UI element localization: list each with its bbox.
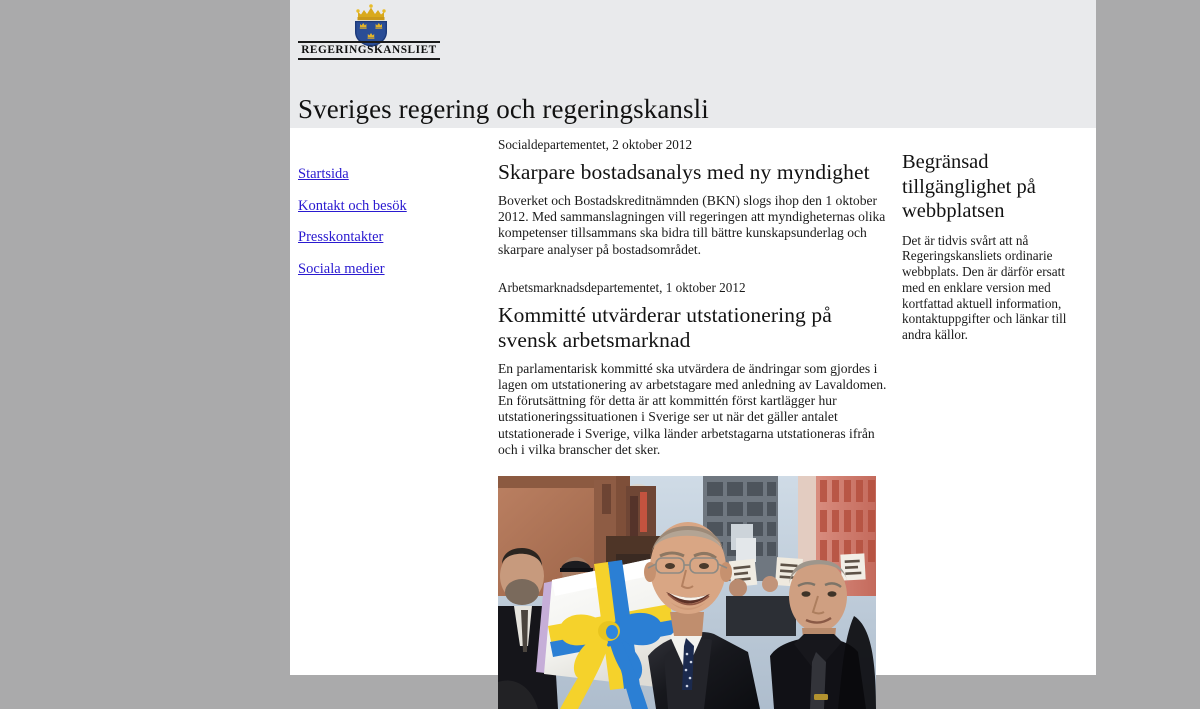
- aside-title: Begränsad tillgänglighet på webbplatsen: [902, 151, 1036, 222]
- main-article-column: [498, 137, 888, 709]
- article-item[interactable]: [498, 137, 888, 258]
- content-columns: [290, 128, 1096, 675]
- article-body: Boverket och Bostadskreditnämnden (BKN) slogs ihop den 1 oktober 2012. Med sammanslagningen vill regeringen att myndigheternas olika kompetenser tillsammans ska bidra till bättre kunskapsunderlag och skarpare analyser på bostadsområdet.: [498, 193, 886, 257]
- wordmark-rule-bottom: [298, 58, 440, 60]
- aside-body: Det är tidvis svårt att nå Regeringskansliets ordinarie webbplats. Den är därför ersatt med en enklare version med kortfattad aktuell information, kontaktuppgifter och länkar till andra källor.: [902, 232, 1067, 343]
- article-body: En parlamentarisk kommitté ska utvärdera de ändringar som gjordes i lagen om utstationering av arbetstagare med anledning av Lavaldomen. En förutsättning för detta är att kommittén först kartlägger hur utstationeringssituationen i Sverige ser ut när det gäller antalet utstationerade i Sverige, vilka länder arbetstagarna utstationeras ifrån och i vilka branscher det sker.: [498, 360, 887, 457]
- aside-column: [902, 150, 1080, 343]
- wordmark-text: REGERINGSKANSLIET: [301, 44, 437, 56]
- site-header: [290, 0, 1096, 128]
- article-photo-image: [498, 476, 876, 709]
- sidebar-item-sociala-medier[interactable]: Sociala medier: [298, 260, 385, 277]
- regeringskansliet-logo[interactable]: [298, 0, 443, 62]
- article-photo: [498, 476, 876, 709]
- article-item[interactable]: [498, 280, 888, 458]
- article-kicker: Arbetsmarknadsdepartementet, 1 oktober 2012: [498, 279, 746, 295]
- sidebar-item-kontakt-och-besok[interactable]: Kontakt och besök: [298, 197, 407, 214]
- sidebar-navigation: [298, 166, 488, 292]
- page-title: Sveriges regering och regeringskansli: [298, 94, 709, 125]
- article-headline[interactable]: Skarpare bostadsanalys med ny myndighet: [498, 160, 870, 184]
- article-kicker: Socialdepartementet, 2 oktober 2012: [498, 137, 693, 152]
- sidebar-item-startsida[interactable]: Startsida: [298, 166, 349, 182]
- page-content-area: [290, 0, 1096, 675]
- article-headline[interactable]: Kommitté utvärderar utstationering på svensk arbetsmarknad: [498, 302, 832, 352]
- sidebar-item-presskontakter[interactable]: Presskontakter: [298, 229, 384, 245]
